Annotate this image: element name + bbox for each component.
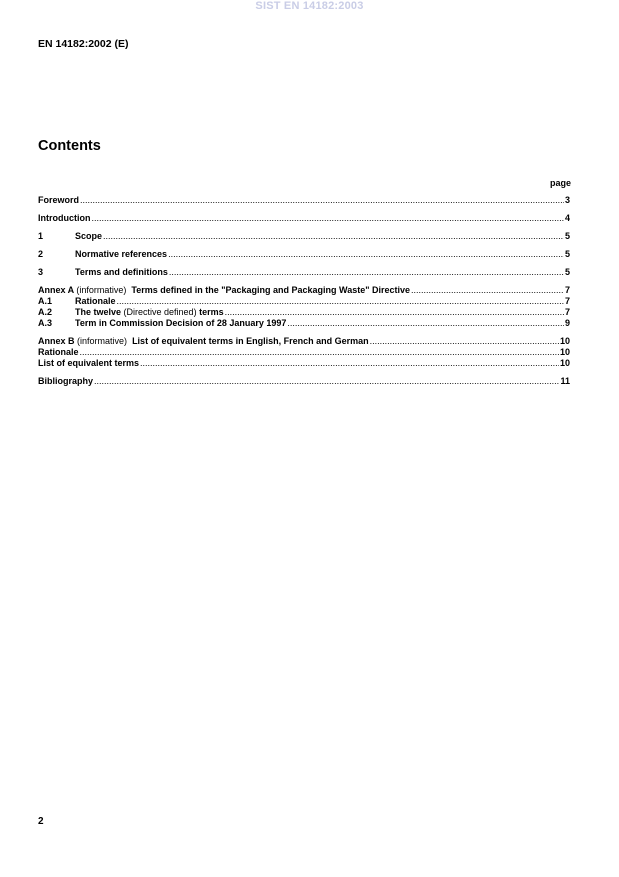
- contents-heading: Contents: [38, 138, 101, 154]
- annex-label: Annex B: [38, 336, 75, 346]
- toc-leader-dots: [117, 296, 564, 307]
- toc-entry-page: 9: [564, 318, 570, 328]
- title-part: The twelve: [75, 307, 122, 317]
- toc-entry-page: 5: [564, 249, 570, 259]
- toc-entry-page: 10: [559, 347, 570, 357]
- toc-leader-dots: [225, 307, 564, 318]
- toc-leader-dots: [92, 213, 564, 224]
- document-id: EN 14182:2002 (E): [38, 38, 129, 50]
- toc-entry-bibliography[interactable]: [38, 376, 570, 387]
- toc-entry-title: List of equivalent terms: [38, 358, 140, 368]
- annex-qualifier: (informative): [76, 285, 127, 295]
- watermark: SIST EN 14182:2003: [255, 0, 364, 12]
- toc-entry-b-rationale[interactable]: [38, 347, 570, 358]
- title-qualifier: (Directive defined): [123, 307, 197, 317]
- toc-entry-title: Rationale: [38, 347, 79, 357]
- annex-qualifier: (informative): [77, 336, 128, 346]
- toc-entry-title: Rationale: [75, 296, 116, 306]
- toc-entry-page: 11: [560, 376, 570, 386]
- toc-entry-title: Scope: [75, 231, 103, 241]
- toc-leader-dots: [94, 376, 559, 387]
- toc-entry-page: 5: [564, 267, 570, 277]
- toc-entry-page: 10: [559, 336, 570, 346]
- toc-leader-dots: [168, 249, 564, 260]
- toc-entry-title: Bibliography: [38, 376, 94, 386]
- toc-entry-introduction[interactable]: [38, 213, 570, 224]
- toc-entry-number: A.1: [38, 296, 53, 306]
- page-column-label: page: [549, 178, 571, 188]
- toc-leader-dots: [411, 285, 564, 296]
- toc-entry-title: [38, 336, 369, 347]
- toc-entry-page: 4: [564, 213, 570, 223]
- toc-entry-list-of-equivalent-terms[interactable]: [38, 358, 570, 369]
- toc-leader-dots: [80, 347, 559, 358]
- toc-entry-number: A.3: [38, 318, 53, 328]
- toc-entry-title: [75, 307, 224, 318]
- toc-entry-a1-rationale[interactable]: [38, 296, 570, 307]
- toc-entry-page: 5: [564, 231, 570, 241]
- toc-entry-number: A.2: [38, 307, 53, 317]
- toc-entry-normative-references[interactable]: [38, 249, 570, 260]
- toc-entry-a2-twelve-terms[interactable]: [38, 307, 570, 318]
- toc-entry-page: 10: [559, 358, 570, 368]
- toc-entry-title: Term in Commission Decision of 28 January 1997: [75, 318, 287, 328]
- toc-entry-terms-and-definitions[interactable]: [38, 267, 570, 278]
- annex-title: Terms defined in the "Packaging and Packaging Waste" Directive: [131, 285, 411, 295]
- toc-entry-number: 1: [38, 231, 44, 241]
- toc-entry-page: 7: [564, 307, 570, 317]
- toc-entry-title: Terms and definitions: [75, 267, 168, 277]
- toc-entry-number: 2: [38, 249, 44, 259]
- table-of-contents: [38, 195, 570, 387]
- annex-label: Annex A: [38, 285, 74, 295]
- toc-entry-title: Foreword: [38, 195, 80, 205]
- toc-leader-dots: [80, 195, 564, 206]
- toc-leader-dots: [140, 358, 559, 369]
- toc-leader-dots: [169, 267, 564, 278]
- title-part: terms: [199, 307, 224, 317]
- toc-leader-dots: [370, 336, 559, 347]
- toc-entry-scope[interactable]: [38, 231, 570, 242]
- toc-leader-dots: [287, 318, 564, 329]
- toc-entry-a3-commission-decision[interactable]: [38, 318, 570, 329]
- toc-entry-annex-a[interactable]: [38, 285, 570, 296]
- toc-entry-title: Introduction: [38, 213, 91, 223]
- toc-entry-number: 3: [38, 267, 44, 277]
- toc-entry-page: 7: [564, 296, 570, 306]
- toc-leader-dots: [103, 231, 564, 242]
- toc-entry-page: 7: [564, 285, 570, 295]
- toc-entry-annex-b[interactable]: [38, 336, 570, 347]
- toc-entry-page: 3: [564, 195, 570, 205]
- toc-entry-title: [38, 285, 410, 296]
- toc-entry-foreword[interactable]: [38, 195, 570, 206]
- annex-title: List of equivalent terms in English, French and German: [132, 336, 369, 346]
- toc-entry-title: Normative references: [75, 249, 168, 259]
- page-number: 2: [38, 816, 44, 827]
